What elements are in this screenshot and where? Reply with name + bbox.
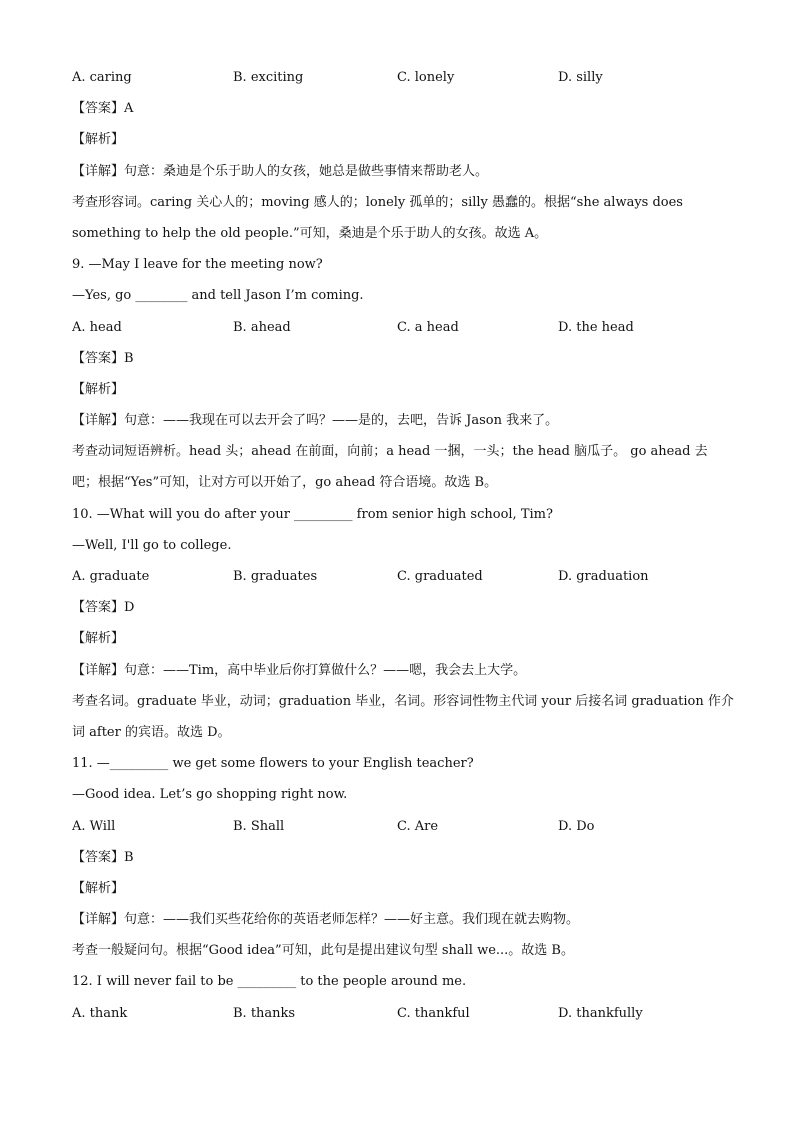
q9-explanation-line-2: 吧；根据“Yes”可知，让对方可以开始了，go ahead 符合语境。故选 B。 (72, 475, 498, 491)
q9-question-line-1: 9. —May I leave for the meeting now? (72, 257, 323, 273)
q9-answer: 【答案】B (72, 350, 134, 366)
q10-explanation-line-1: 考查名词。graduate 毕业，动词；graduation 毕业，名词。形容词性物主代词 your 后接名词 graduation 作介 (72, 693, 734, 709)
q8-analysis-heading: 【解析】 (72, 132, 125, 148)
q8-explanation-line-2: something to help the old people.”可知，桑迪是个乐于助人的女孩。故选 A。 (72, 225, 548, 241)
q12-option-c: C. thankful (397, 1005, 470, 1021)
q9-option-b: B. ahead (233, 319, 291, 335)
q10-question-line-2: —Well, I'll go to college. (72, 537, 232, 553)
q12-option-d: D. thankfully (558, 1005, 643, 1021)
q8-option-d: D. silly (558, 70, 603, 85)
q8-option-a: A. caring (72, 70, 132, 85)
q9-detail: 【详解】句意：——我现在可以去开会了吗？——是的，去吧，告诉 Jason 我来了。 (72, 413, 559, 429)
q10-analysis-heading: 【解析】 (72, 631, 125, 647)
q10-question-line-1: 10. —What will you do after your _________ from senior high school, Tim? (72, 506, 553, 522)
q9-analysis-heading: 【解析】 (72, 381, 125, 397)
q8-explanation-line-1: 考查形容词。caring 关心人的；moving 感人的；lonely 孤单的；silly 愚蠢的。根据“she always does (72, 194, 683, 210)
q10-option-b: B. graduates (233, 569, 318, 584)
q11-options (72, 811, 732, 842)
q11-question-line-1: 11. —_________ we get some flowers to your English teacher? (72, 756, 474, 772)
q10-options (72, 561, 732, 592)
q10-explanation-line-2: 词 after 的宾语。故选 D。 (72, 724, 231, 740)
q10-option-d: D. graduation (558, 569, 649, 584)
q11-analysis-heading: 【解析】 (72, 880, 125, 896)
q11-option-a: A. Will (72, 818, 116, 834)
q10-detail: 【详解】句意：——Tim，高中毕业后你打算做什么？——嗯，我会去上大学。 (72, 662, 527, 678)
q11-detail: 【详解】句意：——我们买些花给你的英语老师怎样？——好主意。我们现在就去购物。 (72, 912, 580, 928)
q9-option-a: A. head (72, 319, 122, 335)
q10-option-c: C. graduated (397, 569, 483, 584)
q8-option-b: B. exciting (233, 70, 304, 85)
q9-explanation-line-1: 考查动词短语辨析。head 头；ahead 在前面，向前；a head 一捆，一头；the head 脑瓜子。 go ahead 去 (72, 444, 708, 460)
q11-question-line-2: —Good idea. Let’s go shopping right now. (72, 787, 348, 803)
q8-detail: 【详解】句意：桑迪是个乐于助人的女孩，她总是做些事情来帮助老人。 (72, 163, 489, 179)
q9-options (72, 312, 732, 343)
q11-explanation: 考查一般疑问句。根据“Good idea”可知，此句是提出建议句型 shall we...。故选 B。 (72, 943, 574, 959)
q11-answer: 【答案】B (72, 849, 134, 865)
q10-option-a: A. graduate (72, 569, 150, 584)
q10-answer: 【答案】D (72, 600, 135, 616)
q12-option-a: A. thank (72, 1005, 128, 1021)
document-page (72, 62, 732, 1029)
q11-option-c: C. Are (397, 818, 439, 834)
q9-question-line-2: —Yes, go ________ and tell Jason I’m coming. (72, 288, 364, 304)
q8-answer: 【答案】A (72, 101, 134, 117)
q8-options (72, 62, 732, 93)
q11-option-d: D. Do (558, 818, 595, 834)
q12-options (72, 998, 732, 1029)
q9-option-c: C. a head (397, 319, 459, 335)
q9-option-d: D. the head (558, 319, 634, 335)
q11-option-b: B. Shall (233, 818, 285, 834)
q12-question: 12. I will never fail to be _________ to the people around me. (72, 974, 467, 990)
q8-option-c: C. lonely (397, 70, 455, 85)
q12-option-b: B. thanks (233, 1005, 296, 1021)
